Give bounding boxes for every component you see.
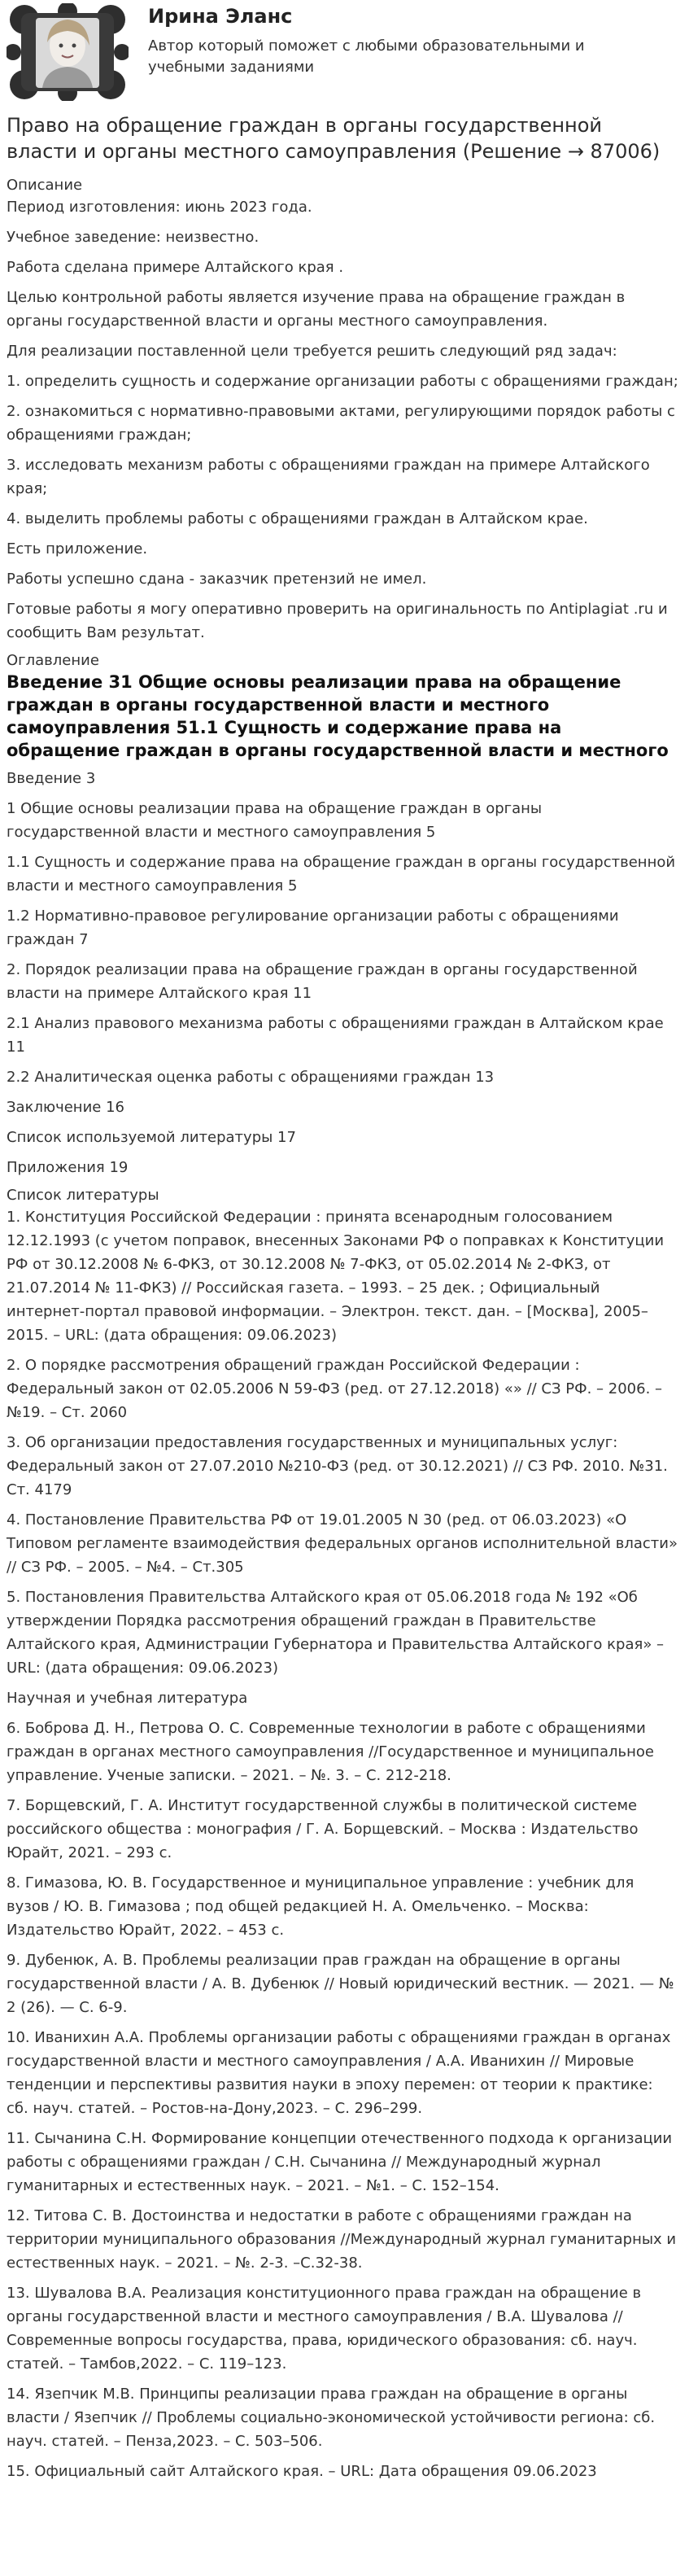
toc-item: 1 Общие основы реализации права на обращение граждан в органы государственной власти и местного самоуправления 5 — [7, 800, 543, 841]
toc-item: Введение 3 — [7, 770, 96, 787]
literature-item: 7. Борщевский, Г. А. Институт государственной службы в политической системе российского общества : монография / Г. А. Борщевский. – Москва : Издательство Юрайт, 2021. – 293 с. — [7, 1797, 639, 1861]
description-paragraph: Для реализации поставленной цели требуется решить следующий ряд задач: — [7, 343, 617, 360]
literature-item: 12. Титова С. В. Достоинства и недостатки в работе с обращениями граждан на территории муниципального образования //Международный журнал гуманитарных и естественных наук. – 2021. – №. 2-3. –С.32-38. — [7, 2207, 677, 2272]
description-section — [7, 195, 678, 645]
literature-item: 4. Постановление Правительства РФ от 19.01.2005 N 30 (ред. от 06.03.2023) «О Типовом регламенте взаимодействия федеральных органов исполнительной власти» // СЗ РФ. – 2005. – №4. – Ст.305 — [7, 1511, 678, 1576]
toc-item: 1.2 Нормативно-правовое регулирование организации работы с обращениями граждан 7 — [7, 908, 619, 948]
description-paragraph: Работа сделана примере Алтайского края . — [7, 259, 344, 276]
page-title: Право на обращение граждан в органы государственной власти и органы местного самоуправления (Решение → 87006) — [7, 114, 661, 163]
literature-item: 10. Иванихин А.А. Проблемы организации работы с обращениями граждан в органах государственной власти и местного самоуправления / А.А. Иванихин // Мировые тенденции и перспективы развития науки в эпоху перемен: от теории к практике: сб. науч. статей. – Ростов-на-Дону,2023. – С. 296–299. — [7, 2029, 671, 2117]
description-paragraph: 4. выделить проблемы работы с обращениями граждан в Алтайском крае. — [7, 510, 588, 527]
literature-subheading: Научная и учебная литература — [7, 1690, 248, 1707]
literature-item: 14. Язепчик М.В. Принципы реализации права граждан на обращение в органы власти / Язепчик // Проблемы социально-экономической устойчивости региона: сб. науч. статей. – Пенза,2023. – С. 503–506. — [7, 2386, 656, 2450]
literature-item: 5. Постановления Правительства Алтайского края от 05.06.2018 года № 192 «Об утверждении Порядка рассмотрения обращений граждан в Правительстве Алтайского края, Администрации Губернатора и Правительства Алтайского края» – URL: (дата обращения: 09.06.2023) — [7, 1589, 665, 1677]
toc-item: Приложения 19 — [7, 1159, 129, 1176]
main-content — [7, 112, 678, 2490]
toc-item: 2. Порядок реализации права на обращение граждан в органы государственной власти на примере Алтайского края 11 — [7, 961, 638, 1002]
description-paragraph: 3. исследовать механизм работы с обращениями граждан на примере Алтайского края; — [7, 457, 650, 497]
description-paragraph: Целью контрольной работы является изучение права на обращение граждан в органы государственной власти и органы местного самоуправления. — [7, 289, 626, 330]
literature-item: 11. Сычанина С.Н. Формирование концепции отечественного подхода к организации работы с обращениями граждан / С.Н. Сычанина // Международный журнал гуманитарных и естественных наук. – 2021. – №1. – С. 152–154. — [7, 2130, 673, 2194]
toc-item: 2.2 Аналитическая оценка работы с обращениями граждан 13 — [7, 1069, 495, 1086]
literature-list — [7, 1205, 678, 2483]
description-label: Описание — [7, 177, 83, 194]
description-paragraph: Учебное заведение: неизвестно. — [7, 229, 259, 246]
toc-item: 2.1 Анализ правового механизма работы с обращениями граждан в Алтайском крае 11 — [7, 1015, 664, 1056]
description-paragraph: Есть приложение. — [7, 540, 148, 558]
toc-label: Оглавление — [7, 652, 99, 669]
description-paragraph: 1. определить сущность и содержание организации работы с обращениями граждан; — [7, 373, 678, 390]
description-paragraph: 2. ознакомиться с нормативно-правовыми актами, регулирующими порядок работы с обращениями граждан; — [7, 403, 675, 444]
literature-item: 8. Гимазова, Ю. В. Государственное и муниципальное управление : учебник для вузов / Ю. В. Гимазова ; под общей редакцией Н. А. Омельченко. – Москва: Издательство Юрайт, 2022. – 453 с. — [7, 1874, 634, 1939]
literature-item: 13. Шувалова В.А. Реализация конституционного права граждан на обращение в органы государственной власти и местного самоуправления / В.А. Шувалова // Современные вопросы государства, права, юридического образования: сб. науч. статей. – Тамбов,2022. – С. 119–123. — [7, 2285, 642, 2373]
author-name[interactable]: Ирина Эланс — [148, 5, 293, 28]
author-header — [0, 0, 689, 106]
literature-item: 9. Дубенюк, А. В. Проблемы реализации прав граждан на обращение в органы государственной власти / А. В. Дубенюк // Новый юридический вестник. — 2021. — № 2 (26). — С. 6-9. — [7, 1952, 674, 2016]
description-paragraph: Работы успешно сдана - заказчик претензий не имел. — [7, 571, 427, 588]
literature-label: Список литературы — [7, 1187, 159, 1204]
literature-item: 2. О порядке рассмотрения обращений граждан Российской Федерации : Федеральный закон от 02.05.2006 N 59-ФЗ (ред. от 27.12.2018) «» // СЗ РФ. – 2006. – №19. – Ст. 2060 — [7, 1357, 663, 1421]
literature-item: 6. Боброва Д. Н., Петрова О. С. Современные технологии в работе с обращениями граждан в органах местного самоуправления //Государственное и муниципальное управление. Ученые записки. – 2021. – №. 3. – С. 212-218. — [7, 1720, 654, 1784]
description-paragraph: Период изготовления: июнь 2023 года. — [7, 199, 312, 216]
author-avatar[interactable] — [7, 3, 129, 101]
literature-item: 15. Официальный сайт Алтайского края. – URL: Дата обращения 09.06.2023 — [7, 2463, 597, 2480]
toc-heading: Введение 31 Общие основы реализации права на обращение граждан в органы государственной власти и местного самоуправления 51.1 Сущность и содержание права на обращение граждан в органы государственной власти и местного — [7, 672, 669, 760]
literature-item: 1. Конституция Российской Федерации : принята всенародным голосованием 12.12.1993 (с учетом поправок, внесенных Законами РФ о поправках к Конституции РФ от 30.12.2008 № 6-ФКЗ, от 30.12.2008 № 7-ФКЗ, от 05.02.2014 № 2-ФКЗ, от 21.07.2014 № 11-ФКЗ) // Российская газета. – 1993. – 25 дек. ; Официальный интернет-портал правовой информации. – Электрон. текст. дан. – [Москва], 2005–2015. – URL: (дата обращения: 09.06.2023) — [7, 1209, 665, 1344]
description-paragraph: Готовые работы я могу оперативно проверить на оригинальность по Antiplagiat .ru и сообщить Вам результат. — [7, 601, 668, 641]
author-description: Автор который поможет с любыми образовательными и учебными заданиями — [148, 37, 585, 76]
toc-item: 1.1 Сущность и содержание права на обращение граждан в органы государственной власти и местного самоуправления 5 — [7, 854, 676, 894]
toc-item: Заключение 16 — [7, 1099, 124, 1116]
toc-item: Список используемой литературы 17 — [7, 1129, 296, 1146]
literature-item: 3. Об организации предоставления государственных и муниципальных услуг: Федеральный закон от 27.07.2010 №210-ФЗ (ред. от 30.12.2021) // СЗ РФ. 2010. №31. Ст. 4179 — [7, 1434, 668, 1498]
toc-list — [7, 767, 678, 1179]
